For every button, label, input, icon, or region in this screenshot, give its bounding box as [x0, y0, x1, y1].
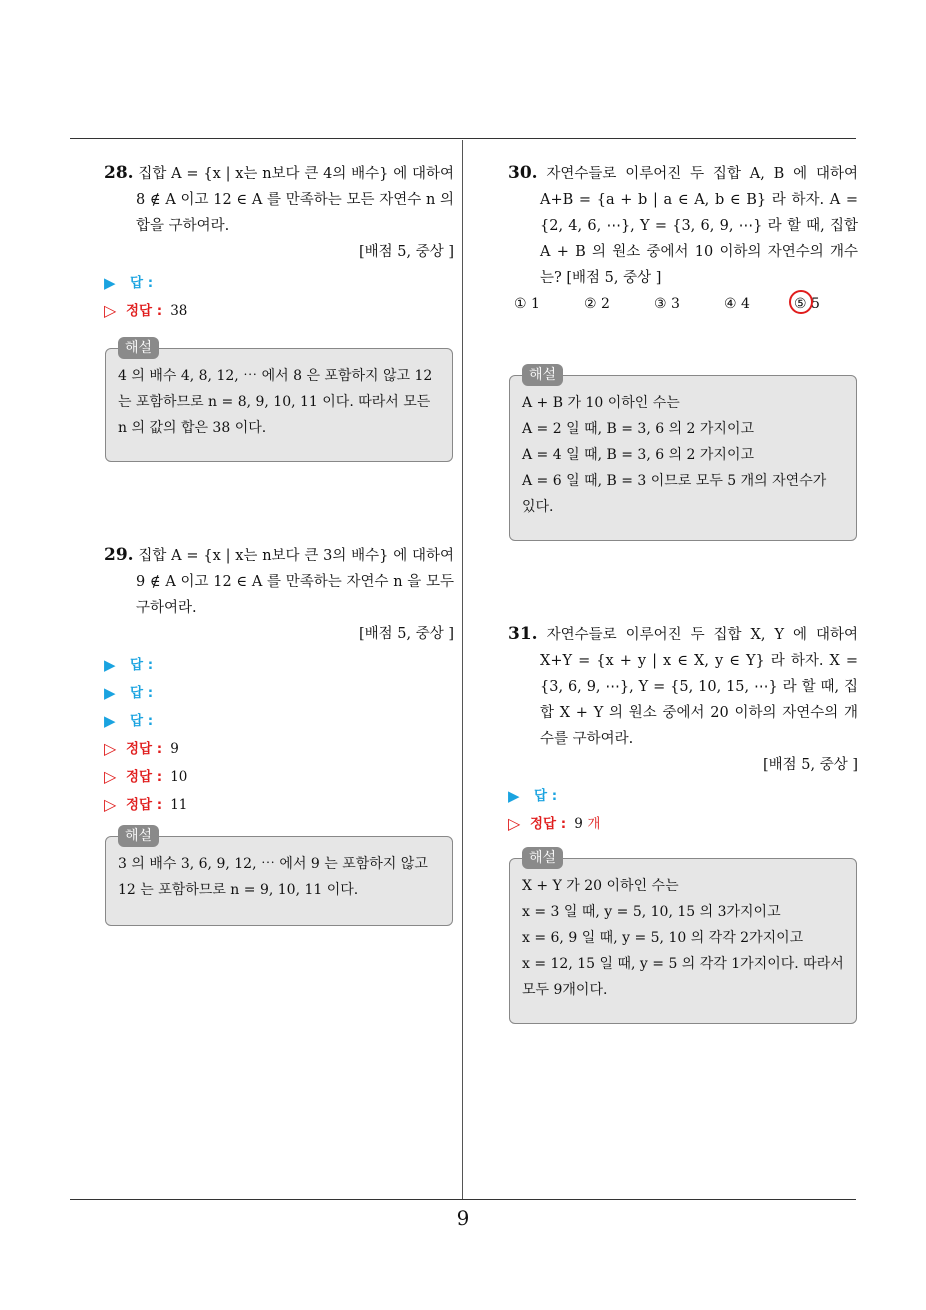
correct-answer-line — [508, 810, 858, 838]
choice-5[interactable] — [794, 296, 864, 312]
top-rule — [70, 138, 856, 139]
answer-label: 답 : — [130, 685, 154, 701]
explanation-tag: 해설 — [522, 847, 563, 869]
problem-31-text — [508, 621, 858, 752]
problem-28-text — [104, 160, 454, 239]
correct-answer-line — [104, 791, 454, 819]
solution-box-29 — [105, 828, 453, 926]
choice-label: ④ 4 — [724, 296, 750, 312]
problem-number: 29. — [104, 545, 134, 565]
solution-line: A = 2 일 때, B = 3, 6 의 2 가지이고 — [522, 421, 755, 437]
problem-meta: [배점 5, 중상 ] — [566, 270, 662, 286]
problem-statement: 집합 A = {x | x는 n보다 큰 4의 배수} 에 대하여 8 ∉ A 이고 12 ∈ A 를 만족하는 모든 자연수 n 의 합을 구하여라. — [136, 166, 455, 234]
choice-label: ③ 3 — [654, 296, 680, 312]
answer-label: 답 : — [534, 788, 558, 804]
play-triangle-icon: ▶ — [104, 656, 116, 674]
outline-triangle-icon: ▷ — [104, 795, 117, 814]
choice-4[interactable] — [724, 296, 794, 312]
problem-number: 30. — [508, 163, 538, 183]
correct-answer-value: 11 — [170, 797, 188, 813]
correct-answer-value: 9 — [574, 816, 583, 832]
explanation-tag: 해설 — [522, 364, 563, 386]
play-triangle-icon: ▶ — [104, 684, 116, 702]
correct-answer-line — [104, 763, 454, 791]
choice-3[interactable] — [654, 296, 724, 312]
answer-line — [508, 782, 858, 810]
outline-triangle-icon: ▷ — [104, 767, 117, 786]
answer-line — [104, 707, 454, 735]
answer-label: 답 : — [130, 657, 154, 673]
correct-label: 정답 : — [530, 816, 567, 832]
solution-box-30 — [509, 367, 857, 541]
problem-number: 31. — [508, 624, 538, 644]
solution-line: A = 6 일 때, B = 3 이므로 모두 5 개의 자연수가 있다. — [522, 473, 827, 515]
answer-line — [104, 269, 454, 297]
solution-text: 3 의 배수 3, 6, 9, 12, ⋯ 에서 9 는 포함하지 않고 12 는 포함하므로 n = 9, 10, 11 이다. — [118, 856, 428, 898]
outline-triangle-icon: ▷ — [508, 814, 521, 833]
choice-list — [514, 296, 864, 312]
correct-label: 정답 : — [126, 769, 163, 785]
answer-line — [104, 679, 454, 707]
explanation-tag: 해설 — [118, 337, 159, 359]
column-divider — [462, 140, 463, 1200]
play-triangle-icon: ▶ — [104, 712, 116, 730]
play-triangle-icon: ▶ — [104, 274, 116, 292]
correct-answer-line — [104, 297, 454, 325]
choice-1[interactable] — [514, 296, 584, 312]
answer-label: 답 : — [130, 713, 154, 729]
problem-statement: 집합 A = {x | x는 n보다 큰 3의 배수} 에 대하여 9 ∉ A 이고 12 ∈ A 를 만족하는 자연수 n 을 모두 구하여라. — [136, 548, 455, 616]
solution-box-28 — [105, 340, 453, 462]
answer-label: 답 : — [130, 275, 154, 291]
problem-29-text — [104, 542, 454, 621]
problem-meta: [배점 5, 중상 ] — [358, 626, 454, 642]
selected-circle-icon — [789, 290, 813, 314]
bottom-rule — [70, 1199, 856, 1200]
explanation-tag: 해설 — [118, 825, 159, 847]
solution-line: x = 6, 9 일 때, y = 5, 10 의 각각 2가지이고 — [522, 930, 804, 946]
problem-31 — [508, 621, 858, 838]
choice-label: ⑤ 5 — [794, 296, 820, 312]
correct-answer-value: 9 — [170, 741, 179, 757]
problem-30 — [508, 160, 858, 291]
solution-line: x = 3 일 때, y = 5, 10, 15 의 3가지이고 — [522, 904, 781, 920]
problem-30-text — [508, 160, 858, 291]
correct-answer-value: 38 — [170, 303, 188, 319]
choice-2[interactable] — [584, 296, 654, 312]
solution-line: x = 12, 15 일 때, y = 5 의 각각 1가지이다. 따라서 모두 9개이다. — [522, 956, 844, 998]
correct-label: 정답 : — [126, 741, 163, 757]
correct-answer-value: 10 — [170, 769, 188, 785]
correct-label: 정답 : — [126, 797, 163, 813]
solution-line: A + B 가 10 이하인 수는 — [522, 395, 680, 411]
outline-triangle-icon: ▷ — [104, 301, 117, 320]
correct-label: 정답 : — [126, 303, 163, 319]
correct-answer-line — [104, 735, 454, 763]
choice-label: ① 1 — [514, 296, 540, 312]
problem-29 — [104, 542, 454, 819]
play-triangle-icon: ▶ — [508, 787, 520, 805]
problem-statement: 자연수들로 이루어진 두 집합 X, Y 에 대하여 X+Y = {x + y | x ∈ X, y ∈ Y} 라 하자. X = {3, 6, 9, ⋯}, Y = {5, 10, 15, ⋯} 라 할 때, 집합 X + Y 의 원소 중에서 20 이하의 자연수의 개수를 구하여라. — [540, 627, 858, 747]
problem-statement: 자연수들로 이루어진 두 집합 A, B 에 대하여 A+B = {a + b | a ∈ A, b ∈ B} 라 하자. A = {2, 4, 6, ⋯}, Y = {3, 6, 9, ⋯} 라 할 때, 집합 A + B 의 원소 중에서 10 이하의 자연수의 개수는? — [540, 166, 858, 286]
solution-box-31 — [509, 850, 857, 1024]
problem-meta: [배점 5, 중상 ] — [762, 757, 858, 773]
solution-line: X + Y 가 20 이하인 수는 — [522, 878, 679, 894]
problem-28 — [104, 160, 454, 325]
problem-meta: [배점 5, 중상 ] — [358, 244, 454, 260]
answer-line — [104, 651, 454, 679]
page-number: 9 — [456, 1206, 470, 1230]
solution-text: 4 의 배수 4, 8, 12, ⋯ 에서 8 은 포함하지 않고 12 는 포함하므로 n = 8, 9, 10, 11 이다. 따라서 모든 n 의 값의 합은 38 이다. — [118, 368, 433, 436]
outline-triangle-icon: ▷ — [104, 739, 117, 758]
problem-number: 28. — [104, 163, 134, 183]
choice-label: ② 2 — [584, 296, 610, 312]
solution-line: A = 4 일 때, B = 3, 6 의 2 가지이고 — [522, 447, 755, 463]
correct-answer-unit: 개 — [587, 816, 601, 832]
